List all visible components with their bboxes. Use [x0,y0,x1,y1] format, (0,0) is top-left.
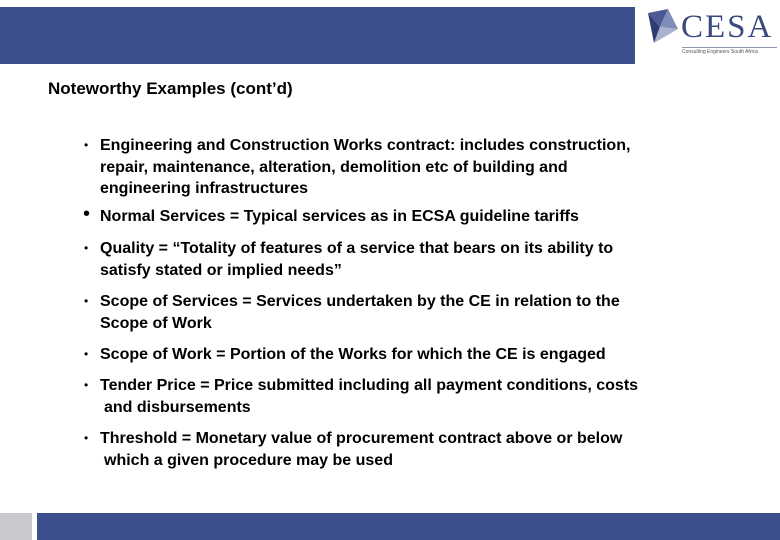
list-item-line: Scope of Services = Services undertaken by the CE in relation to the [100,293,620,310]
list-item-line: and disbursements [104,398,251,416]
cesa-logo-mark-icon [646,9,680,45]
bullet-icon: • [84,138,89,152]
bullet-icon: • [84,241,89,255]
footer-grey-block [0,513,32,540]
list-item-line: Threshold = Monetary value of procurement contract above or below [100,430,623,447]
list-item-line: repair, maintenance, alteration, demolition etc of building and [100,158,568,176]
list-item-line: Scope of Work = Portion of the Works for which the CE is engaged [100,346,606,363]
footer-bar [37,513,780,540]
list-item-line: Tender Price = Price submitted including all payment conditions, costs [100,377,639,394]
list-item-line: Scope of Work [100,314,212,332]
list-item [83,203,740,228]
list-item [84,238,740,281]
logo-wordmark: CESA [681,9,774,45]
list-item [84,375,740,418]
list-item-line: satisfy stated or implied needs” [100,261,342,279]
page-title: Noteworthy Examples (cont’d) [48,79,293,98]
bullet-icon: • [84,378,89,392]
list-item-line: Normal Services = Typical services as in ECSA guideline tariffs [100,208,579,225]
bullet-icon: • [84,294,89,308]
bullet-icon: • [84,431,89,445]
bullet-icon: • [84,347,89,361]
header-bar [0,7,635,64]
bullet-icon: • [83,203,91,225]
list-item [84,135,740,200]
cesa-logo [637,0,780,66]
list-item-line: Engineering and Construction Works contract: includes construction, [100,137,631,154]
list-item [84,428,740,471]
list-item-line: which a given procedure may be used [104,451,393,469]
list-item [84,344,740,366]
list-item-line: Quality = “Totality of features of a service that bears on its ability to [100,240,614,257]
list-item [84,291,740,334]
logo-subtitle: Consulting Engineers South Africa [682,47,777,55]
list-item-line: engineering infrastructures [100,180,309,197]
